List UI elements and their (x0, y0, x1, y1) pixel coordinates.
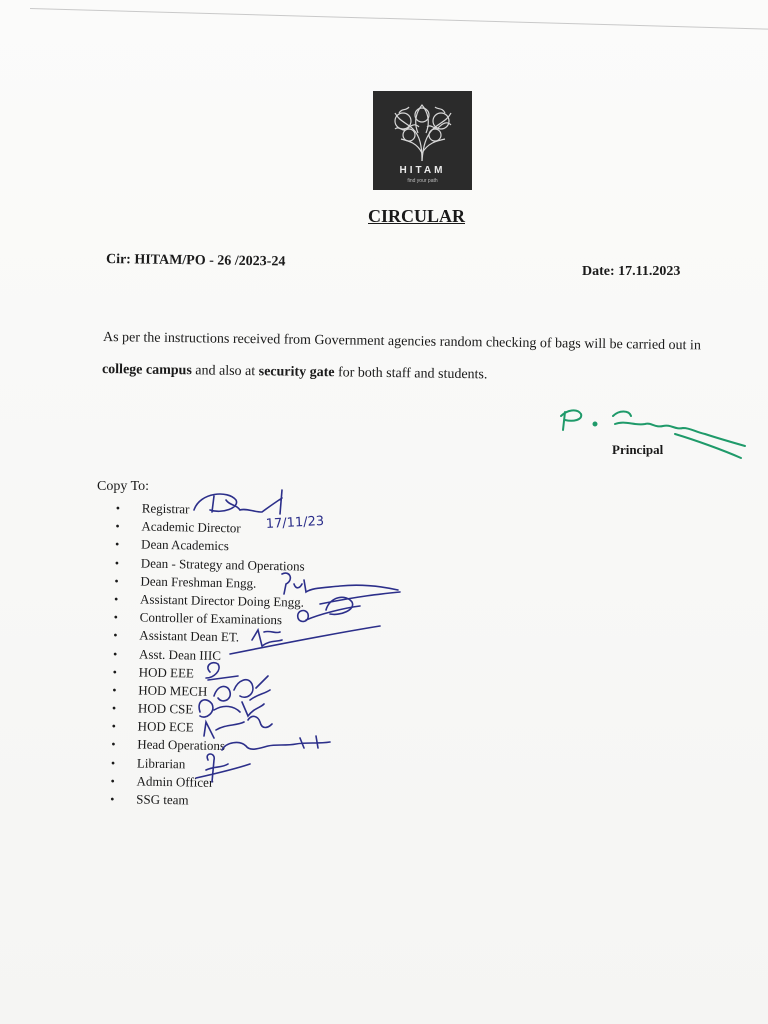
list-item: • HOD CSE (112, 699, 302, 721)
list-item: • Dean - Strategy and Operations (115, 554, 305, 576)
list-item: • Controller of Examinations (114, 608, 304, 630)
signature-coe (298, 606, 360, 621)
principal-title: Principal (612, 442, 664, 457)
logo-name: HITAM (399, 165, 446, 176)
hitam-logo (373, 91, 472, 190)
list-item: • HOD MECH (112, 681, 302, 703)
list-item: • Librarian (111, 754, 301, 776)
signature-asst-director (320, 592, 400, 614)
list-item: • Assistant Dean ET. (113, 626, 303, 648)
body-line-2 (102, 362, 488, 383)
list-item: • Admin Officer (110, 772, 300, 794)
circular-reference: Cir: HITAM/PO - 26 /2023-24 (105, 252, 286, 270)
list-item: • HOD ECE (111, 717, 301, 739)
list-item: • Registrar (116, 499, 306, 521)
list-item: • Dean Freshman Engg. (114, 572, 304, 594)
list-item: • Academic Director (115, 517, 305, 539)
body-text-a: and also at (191, 363, 259, 380)
body-line-1: As per the instructions received from Government agencies random checking of bags will be carried out in (102, 330, 701, 354)
body-bold-gate: security gate (258, 364, 335, 381)
circular-date: Date: 17.11.2023 (582, 264, 681, 279)
list-item: • Dean Academics (115, 535, 305, 557)
logo-tagline: find your path (407, 178, 438, 184)
page-title: CIRCULAR (368, 206, 466, 226)
body-bold-campus: college campus (101, 362, 192, 379)
list-item: • Head Operations (111, 735, 301, 757)
list-item: • HOD EEE (113, 663, 303, 685)
body-text-b: for both staff and students. (334, 365, 488, 383)
list-item: • Assistant Director Doing Engg. (114, 590, 304, 612)
list-item: • Asst. Dean IIIC (113, 644, 303, 666)
copy-to-heading: Copy To: (97, 479, 150, 494)
copy-to-list (110, 499, 306, 812)
paper-edge (30, 8, 768, 30)
list-item: • SSG team (110, 790, 300, 812)
registrar-date: 17/11/23 (265, 513, 325, 532)
